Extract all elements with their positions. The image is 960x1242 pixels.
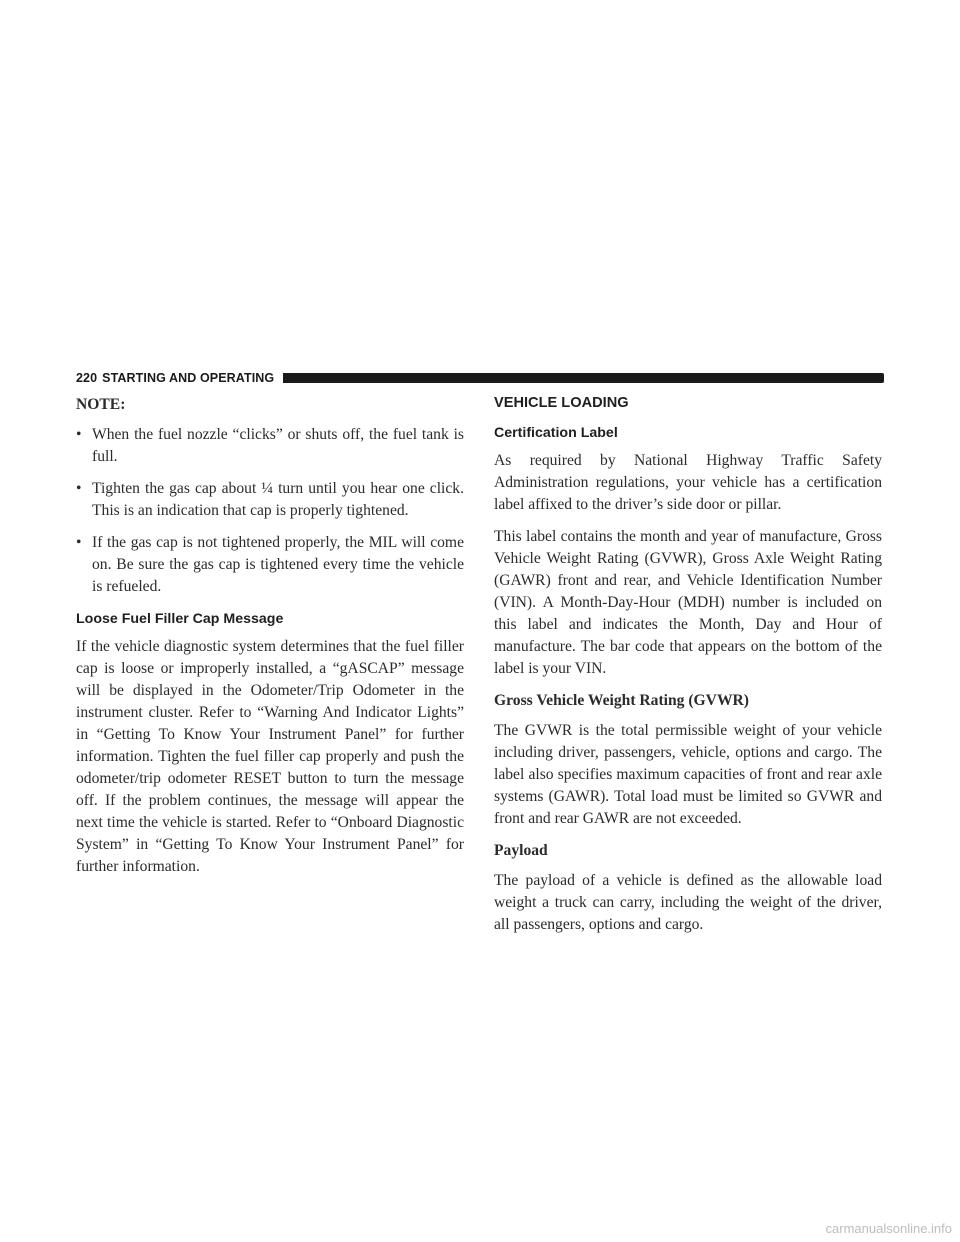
note-bullet-item: [76, 478, 464, 522]
watermark-text: carmanualsonline.info: [825, 1221, 952, 1236]
page-header: [76, 368, 884, 388]
note-bullet-list: [76, 424, 464, 598]
note-bullet-item: [76, 532, 464, 598]
certification-paragraph-2: This label contains the month and year of manufacture, Gross Vehicle Weight Rating (GVWR), Gross Axle Weight Rating (GAWR) front and rear, and Vehicle Identification Number (VIN). A Month-Day-Hour (MDH) number is included on this label and indicates the Month, Day and Hour of manufacture. The bar code that appears on the bottom of the label is your VIN.: [494, 528, 882, 677]
bullet-icon: •: [76, 426, 82, 443]
bullet-text: Tighten the gas cap about ¼ turn until you hear one click. This is an indication that cap is properly tightened.: [92, 480, 464, 519]
page-number: 220: [76, 371, 98, 385]
bullet-icon: •: [76, 480, 82, 497]
vehicle-loading-heading: VEHICLE LOADING: [494, 395, 629, 411]
gvwr-heading: Gross Vehicle Weight Rating (GVWR): [494, 692, 749, 709]
gvwr-paragraph: The GVWR is the total permissible weight of your vehicle including driver, passengers, vehicle, options and cargo. The label also specifies maximum capacities of front and rear axle systems (GAWR). Total load must be limited so GVWR and front and rear GAWR are not exceeded.: [494, 722, 882, 827]
certification-paragraph-1: As required by National Highway Traffic Safety Administration regulations, your vehicle has a certification label affixed to the driver’s side door or pillar.: [494, 452, 882, 513]
bullet-text: If the gas cap is not tightened properly, the MIL will come on. Be sure the gas cap is tightened every time the vehicle is refueled.: [92, 534, 464, 595]
note-bullet-item: [76, 424, 464, 468]
certification-label-heading: Certification Label: [494, 425, 618, 441]
bullet-text: When the fuel nozzle “clicks” or shuts off, the fuel tank is full.: [92, 426, 464, 465]
right-column: [494, 392, 882, 946]
loose-cap-paragraph: If the vehicle diagnostic system determines that the fuel filler cap is loose or improperly installed, a “gASCAP” message will be displayed in the Odometer/Trip Odometer in the instrument cluster. Refer to “Warning And Indicator Lights” in “Getting To Know Your Instrument Panel” for further information. Tighten the fuel filler cap properly and push the odometer/trip odometer RESET button to turn the message off. If the problem continues, the message will appear the next time the vehicle is started. Refer to “Onboard Diagnostic System” in “Getting To Know Your Instrument Panel” for further information.: [76, 638, 464, 875]
header-rule: [283, 373, 884, 383]
section-title: STARTING AND OPERATING: [102, 371, 275, 385]
left-column: [76, 392, 464, 888]
loose-cap-heading: Loose Fuel Filler Cap Message: [76, 611, 284, 627]
payload-heading: Payload: [494, 842, 548, 859]
bullet-icon: •: [76, 534, 82, 551]
payload-paragraph: The payload of a vehicle is defined as the allowable load weight a truck can carry, including the weight of the driver, all passengers, options and cargo.: [494, 872, 882, 933]
note-label: NOTE:: [76, 396, 126, 413]
